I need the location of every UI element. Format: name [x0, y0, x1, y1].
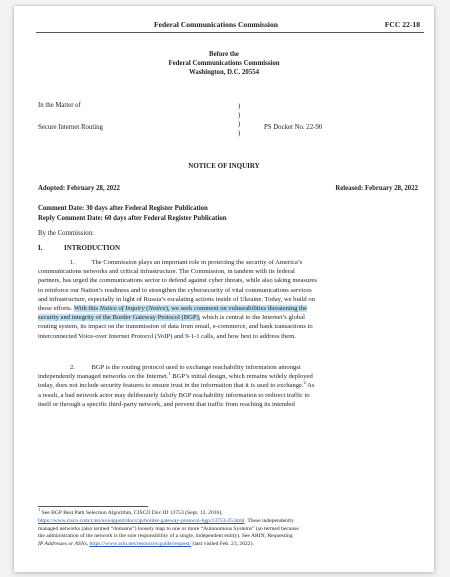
- paragraph-line: routing system, its impact on the transmission of data from email, e-commerce, and bank transactions to: [38, 323, 313, 331]
- highlighted-text[interactable]: security and integrity of the Border Gateway Protocol (BGP),: [38, 314, 201, 322]
- paragraph-line: [38, 304, 420, 313]
- footnote-text: (last visited Feb. 23, 2022).: [191, 541, 254, 548]
- paragraph-text: BGP’s initial design, which remains widely deployed: [170, 373, 313, 381]
- paragraph-line: interconnected Voice-over Internet Protocol (VoIP) and 9-1-1 calls, and how best to address them.: [38, 332, 297, 340]
- footnote-text: IP Addresses or ASNs,: [38, 541, 90, 548]
- paren: ): [238, 121, 241, 128]
- adopted-date: Adopted: February 28, 2022: [38, 185, 120, 192]
- footnote-text: . These independently: [244, 517, 294, 524]
- before-line-1: Before the: [209, 51, 239, 58]
- paragraph-line: itself or through a specific third-party network, and prevent that traffic from reaching its intended: [38, 400, 295, 408]
- paragraph-line: to reinforce our Nation’s readiness and to strengthen the cybersecurity of vital communications services: [38, 286, 312, 294]
- footnote-line: [38, 518, 420, 526]
- footnote-ref[interactable]: 1: [168, 371, 171, 376]
- paragraph-line: [38, 363, 420, 372]
- paragraph-text: today, does not include security features to ensure trust in the information that it is used to exchange.: [38, 382, 304, 390]
- paragraph-line: [38, 258, 420, 267]
- before-line-2: Federal Communications Commission: [168, 60, 280, 67]
- document-page: [14, 6, 434, 572]
- released-date: Released: February 28, 2022: [335, 185, 418, 192]
- footnote-ref[interactable]: 2: [303, 380, 306, 386]
- before-line-3: Washington, D.C. 20554: [188, 69, 260, 76]
- paren: ): [238, 103, 241, 110]
- docket-number: PS Docket No. 22-90: [264, 124, 323, 131]
- paren: ): [238, 112, 241, 119]
- paragraph-text: BGP is the routing protocol used to exchange reachability information amongst: [91, 364, 301, 371]
- paragraph-text: which is central to the Internet’s global: [200, 314, 305, 322]
- footnote-line: [38, 541, 420, 549]
- comment-date: Comment Date: 30 days after Federal Register Publication: [38, 205, 208, 212]
- matter-name: Secure Internet Routing: [38, 124, 103, 131]
- paragraph-line: communications networks and critical infrastructure. The Commission, in tandem with its federal: [38, 268, 295, 276]
- agency-name: Federal Communications Commission: [154, 20, 279, 29]
- paragraph-text: those efforts.: [38, 304, 74, 312]
- paragraph-text: As: [305, 382, 315, 390]
- fcc-number: FCC 22-18: [384, 20, 420, 29]
- section-title: INTRODUCTION: [64, 244, 121, 252]
- paragraph-line: [38, 313, 420, 322]
- footnote-number: 1: [38, 507, 41, 513]
- by-the-commission: By the Commission:: [38, 230, 94, 237]
- paragraph-text: The Commission plays an important role in protecting the security of America’s: [91, 259, 303, 266]
- footnote-link-cisco[interactable]: https://www.cisco.com/c/en/us/support/docs/ip/border-gateway-protocol-bgp/13753-25.html: [38, 517, 245, 524]
- before-block: [14, 50, 434, 77]
- footnote-line: managed networks (also termed “domains”) loosely map to one or more “Autonomous Systems” (so termed because: [38, 525, 299, 532]
- reply-comment-date: Reply Comment Date: 60 days after Federal Register Publication: [38, 215, 227, 222]
- footnote-divider: [38, 506, 148, 507]
- matter-label: In the Matter of: [38, 102, 81, 109]
- footnote-1: [38, 507, 420, 549]
- footnote-text: See BGP Best Path Selection Algorithm, CISCO Doc ID 13753 (Sept. 12, 2016),: [40, 510, 223, 516]
- footnote-line: [38, 507, 420, 518]
- caption-parens: [238, 102, 240, 138]
- paragraph-2: [38, 363, 420, 409]
- paragraph-text: independently managed networks on the Internet.: [38, 373, 169, 381]
- paragraph-line: partners, has urged the communications sector to defend against cyber threats, while also taking measures: [38, 277, 317, 285]
- document-title: NOTICE OF INQUIRY: [188, 162, 260, 170]
- paragraph-line: [38, 372, 420, 381]
- footnote-link-arin[interactable]: https://www.arin.net/resources/guide/request/: [89, 541, 192, 548]
- footnote-line: the administration of the network is the sole responsibility of a single, independent entity). See ARIN, Requesting: [38, 533, 293, 540]
- paragraph-line: [38, 381, 420, 390]
- paragraph-number: 2.: [70, 364, 75, 371]
- paragraph-1: [38, 258, 420, 341]
- paragraph-number: 1.: [70, 259, 75, 266]
- paragraph-line: a result, a bad network actor may deliberately falsify BGP reachability information to redirect traffic to: [38, 391, 310, 399]
- section-number: I.: [38, 244, 43, 252]
- paragraph-line: and infrastructure, especially in light of Russia’s escalating actions inside of Ukraine. Today, we build on: [38, 295, 315, 303]
- page-header: [154, 20, 424, 32]
- highlighted-text[interactable]: With this Notice of Inquiry (Notice), we seek comment on vulnerabilities threatening the: [73, 304, 308, 312]
- paren: ): [238, 130, 241, 137]
- header-divider: [36, 32, 424, 33]
